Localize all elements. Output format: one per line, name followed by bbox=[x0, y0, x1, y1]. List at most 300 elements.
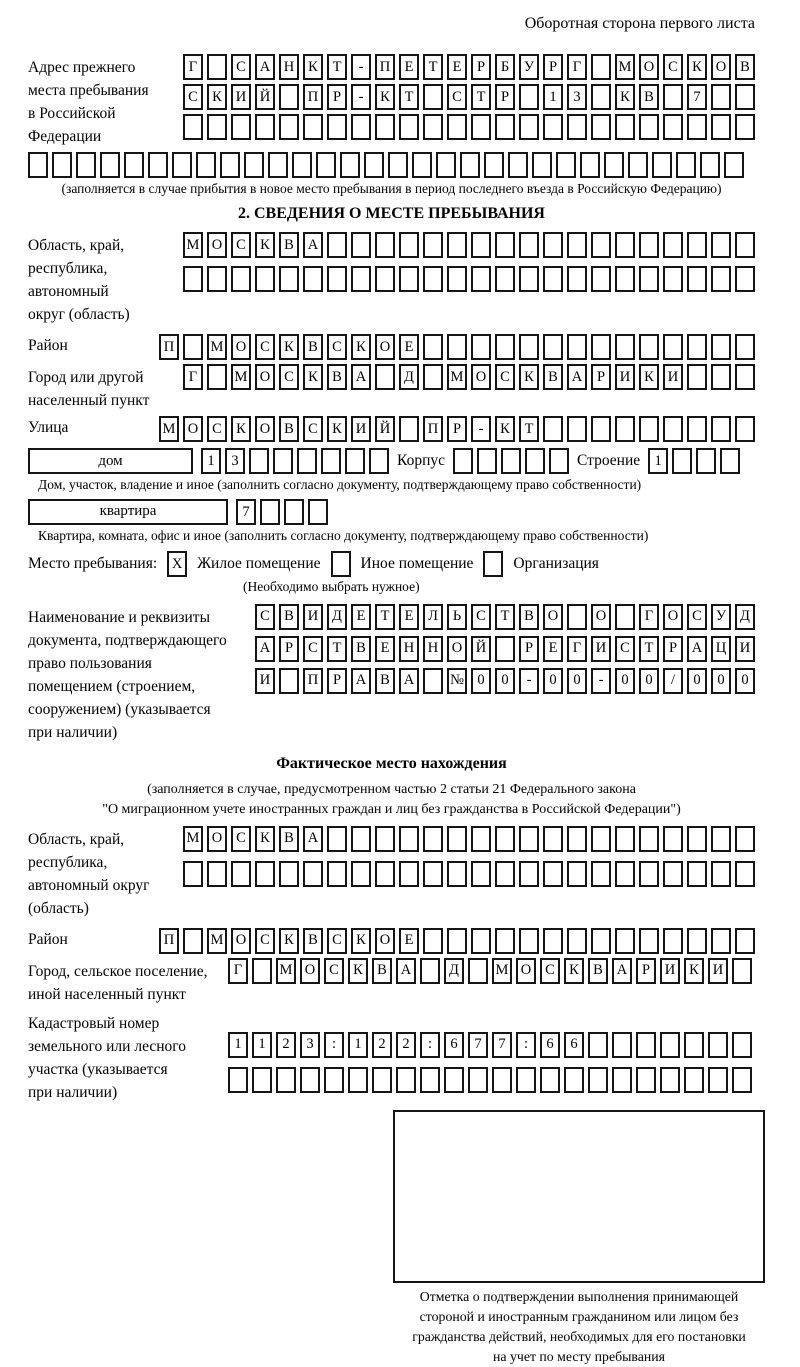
char-cell[interactable] bbox=[663, 114, 683, 140]
char-cell[interactable] bbox=[255, 266, 275, 292]
char-cell[interactable] bbox=[351, 861, 371, 887]
char-cell[interactable] bbox=[172, 152, 192, 178]
char-cell[interactable] bbox=[735, 232, 755, 258]
char-cell[interactable] bbox=[348, 1067, 368, 1093]
char-cell[interactable]: Д bbox=[735, 604, 755, 630]
char-cell[interactable] bbox=[420, 1067, 440, 1093]
char-cell[interactable] bbox=[591, 861, 611, 887]
char-cell[interactable] bbox=[447, 266, 467, 292]
char-cell[interactable]: О bbox=[255, 364, 275, 390]
char-cell[interactable]: - bbox=[471, 416, 491, 442]
char-cell[interactable] bbox=[471, 266, 491, 292]
char-cell[interactable] bbox=[340, 152, 360, 178]
char-cell[interactable] bbox=[279, 668, 299, 694]
char-cell[interactable] bbox=[708, 1032, 728, 1058]
char-cell[interactable]: Е bbox=[543, 636, 563, 662]
char-cell[interactable]: К bbox=[687, 54, 707, 80]
char-cell[interactable]: : bbox=[516, 1032, 536, 1058]
char-cell[interactable] bbox=[591, 54, 611, 80]
char-cell[interactable] bbox=[255, 114, 275, 140]
char-cell[interactable] bbox=[711, 861, 731, 887]
char-cell[interactable]: - bbox=[591, 668, 611, 694]
char-cell[interactable] bbox=[183, 334, 203, 360]
char-cell[interactable] bbox=[447, 861, 467, 887]
char-cell[interactable]: С bbox=[471, 604, 491, 630]
char-cell[interactable] bbox=[436, 152, 456, 178]
char-cell[interactable] bbox=[399, 826, 419, 852]
char-cell[interactable] bbox=[615, 861, 635, 887]
char-cell[interactable] bbox=[735, 334, 755, 360]
char-cell[interactable] bbox=[663, 84, 683, 110]
char-cell[interactable] bbox=[732, 1067, 752, 1093]
char-cell[interactable] bbox=[663, 826, 683, 852]
char-cell[interactable]: Г bbox=[639, 604, 659, 630]
char-cell[interactable] bbox=[231, 266, 251, 292]
char-cell[interactable]: О bbox=[516, 958, 536, 984]
char-cell[interactable]: К bbox=[348, 958, 368, 984]
char-cell[interactable]: С bbox=[303, 416, 323, 442]
char-cell[interactable]: С bbox=[447, 84, 467, 110]
char-cell[interactable] bbox=[615, 266, 635, 292]
char-cell[interactable] bbox=[375, 232, 395, 258]
char-cell[interactable] bbox=[567, 861, 587, 887]
char-cell[interactable] bbox=[663, 416, 683, 442]
char-cell[interactable] bbox=[351, 266, 371, 292]
char-cell[interactable]: Д bbox=[444, 958, 464, 984]
char-cell[interactable]: А bbox=[255, 636, 275, 662]
char-cell[interactable] bbox=[591, 84, 611, 110]
char-cell[interactable]: О bbox=[183, 416, 203, 442]
char-cell[interactable]: Г bbox=[567, 636, 587, 662]
char-cell[interactable]: Р bbox=[636, 958, 656, 984]
char-cell[interactable] bbox=[468, 1067, 488, 1093]
char-cell[interactable] bbox=[220, 152, 240, 178]
char-cell[interactable] bbox=[711, 232, 731, 258]
char-cell[interactable] bbox=[735, 416, 755, 442]
char-cell[interactable] bbox=[495, 266, 515, 292]
char-cell[interactable] bbox=[687, 861, 707, 887]
char-cell[interactable]: В bbox=[279, 604, 299, 630]
char-cell[interactable]: 7 bbox=[468, 1032, 488, 1058]
char-cell[interactable] bbox=[711, 364, 731, 390]
char-cell[interactable]: О bbox=[639, 54, 659, 80]
char-cell[interactable]: 6 bbox=[540, 1032, 560, 1058]
char-cell[interactable]: М bbox=[207, 928, 227, 954]
char-cell[interactable] bbox=[615, 334, 635, 360]
char-cell[interactable] bbox=[495, 636, 515, 662]
char-cell[interactable]: У bbox=[519, 54, 539, 80]
char-cell[interactable] bbox=[720, 448, 740, 474]
char-cell[interactable]: Н bbox=[279, 54, 299, 80]
char-cell[interactable]: Е bbox=[399, 928, 419, 954]
char-cell[interactable]: С bbox=[615, 636, 635, 662]
char-cell[interactable] bbox=[687, 826, 707, 852]
char-cell[interactable] bbox=[412, 152, 432, 178]
char-cell[interactable] bbox=[663, 266, 683, 292]
char-cell[interactable] bbox=[471, 861, 491, 887]
char-cell[interactable]: 0 bbox=[471, 668, 491, 694]
char-cell[interactable]: К bbox=[375, 84, 395, 110]
char-cell[interactable] bbox=[663, 334, 683, 360]
char-cell[interactable] bbox=[549, 448, 569, 474]
char-cell[interactable] bbox=[687, 114, 707, 140]
char-cell[interactable]: Р bbox=[279, 636, 299, 662]
char-cell[interactable] bbox=[303, 114, 323, 140]
char-cell[interactable] bbox=[735, 861, 755, 887]
char-cell[interactable] bbox=[268, 152, 288, 178]
char-cell[interactable] bbox=[468, 958, 488, 984]
char-cell[interactable]: К bbox=[684, 958, 704, 984]
char-cell[interactable] bbox=[543, 266, 563, 292]
char-cell[interactable]: В bbox=[279, 826, 299, 852]
char-cell[interactable] bbox=[228, 1067, 248, 1093]
char-cell[interactable] bbox=[231, 114, 251, 140]
char-cell[interactable] bbox=[471, 928, 491, 954]
char-cell[interactable] bbox=[636, 1032, 656, 1058]
char-cell[interactable] bbox=[516, 1067, 536, 1093]
char-cell[interactable]: А bbox=[351, 364, 371, 390]
char-cell[interactable] bbox=[495, 861, 515, 887]
char-cell[interactable] bbox=[519, 266, 539, 292]
char-cell[interactable] bbox=[615, 826, 635, 852]
char-cell[interactable] bbox=[711, 416, 731, 442]
char-cell[interactable] bbox=[183, 114, 203, 140]
char-cell[interactable] bbox=[252, 958, 272, 984]
char-cell[interactable]: Й bbox=[375, 416, 395, 442]
char-cell[interactable]: Е bbox=[375, 636, 395, 662]
char-cell[interactable] bbox=[519, 826, 539, 852]
char-cell[interactable]: М bbox=[231, 364, 251, 390]
char-cell[interactable] bbox=[615, 416, 635, 442]
char-cell[interactable]: 3 bbox=[300, 1032, 320, 1058]
char-cell[interactable]: А bbox=[303, 232, 323, 258]
char-cell[interactable] bbox=[303, 266, 323, 292]
char-cell[interactable]: М bbox=[492, 958, 512, 984]
char-cell[interactable]: 6 bbox=[444, 1032, 464, 1058]
char-cell[interactable]: В bbox=[639, 84, 659, 110]
char-cell[interactable]: А bbox=[612, 958, 632, 984]
char-cell[interactable]: Г bbox=[183, 364, 203, 390]
char-cell[interactable] bbox=[471, 232, 491, 258]
char-cell[interactable] bbox=[399, 114, 419, 140]
char-cell[interactable] bbox=[423, 928, 443, 954]
char-cell[interactable] bbox=[423, 861, 443, 887]
char-cell[interactable] bbox=[284, 499, 304, 525]
char-cell[interactable]: Д bbox=[399, 364, 419, 390]
char-cell[interactable]: 7 bbox=[492, 1032, 512, 1058]
char-cell[interactable]: Т bbox=[423, 54, 443, 80]
char-cell[interactable]: Ц bbox=[711, 636, 731, 662]
char-cell[interactable]: С bbox=[279, 364, 299, 390]
char-cell[interactable] bbox=[519, 861, 539, 887]
char-cell[interactable] bbox=[684, 1032, 704, 1058]
char-cell[interactable] bbox=[375, 826, 395, 852]
char-cell[interactable]: С bbox=[207, 416, 227, 442]
char-cell[interactable]: О bbox=[543, 604, 563, 630]
char-cell[interactable] bbox=[399, 416, 419, 442]
char-cell[interactable] bbox=[639, 114, 659, 140]
char-cell[interactable]: Т bbox=[375, 604, 395, 630]
char-cell[interactable]: Т bbox=[327, 636, 347, 662]
char-cell[interactable] bbox=[447, 334, 467, 360]
char-cell[interactable] bbox=[369, 448, 389, 474]
char-cell[interactable]: С bbox=[303, 636, 323, 662]
char-cell[interactable]: И bbox=[303, 604, 323, 630]
char-cell[interactable]: 0 bbox=[543, 668, 563, 694]
char-cell[interactable]: Е bbox=[447, 54, 467, 80]
char-cell[interactable]: О bbox=[231, 928, 251, 954]
char-cell[interactable] bbox=[652, 152, 672, 178]
char-cell[interactable]: В bbox=[543, 364, 563, 390]
char-cell[interactable]: С bbox=[495, 364, 515, 390]
char-cell[interactable] bbox=[639, 928, 659, 954]
char-cell[interactable] bbox=[735, 266, 755, 292]
char-cell[interactable]: С bbox=[327, 928, 347, 954]
char-cell[interactable] bbox=[300, 1067, 320, 1093]
char-cell[interactable] bbox=[567, 266, 587, 292]
char-cell[interactable]: Б bbox=[495, 54, 515, 80]
char-cell[interactable]: В bbox=[279, 416, 299, 442]
char-cell[interactable] bbox=[567, 416, 587, 442]
char-cell[interactable]: С bbox=[231, 54, 251, 80]
char-cell[interactable]: А bbox=[255, 54, 275, 80]
char-cell[interactable]: С bbox=[255, 928, 275, 954]
char-cell[interactable] bbox=[639, 861, 659, 887]
char-cell[interactable] bbox=[567, 826, 587, 852]
char-cell[interactable] bbox=[471, 826, 491, 852]
char-cell[interactable] bbox=[735, 364, 755, 390]
char-cell[interactable] bbox=[255, 861, 275, 887]
char-cell[interactable]: 3 bbox=[225, 448, 245, 474]
char-cell[interactable]: К bbox=[255, 232, 275, 258]
char-cell[interactable] bbox=[525, 448, 545, 474]
char-cell[interactable] bbox=[612, 1032, 632, 1058]
char-cell[interactable]: К bbox=[303, 364, 323, 390]
char-cell[interactable] bbox=[543, 232, 563, 258]
char-cell[interactable]: С bbox=[327, 334, 347, 360]
char-cell[interactable]: К bbox=[639, 364, 659, 390]
char-cell[interactable]: Е bbox=[399, 604, 419, 630]
char-cell[interactable]: О bbox=[231, 334, 251, 360]
char-cell[interactable]: Л bbox=[423, 604, 443, 630]
char-cell[interactable] bbox=[588, 1067, 608, 1093]
char-cell[interactable]: Г bbox=[567, 54, 587, 80]
char-cell[interactable] bbox=[292, 152, 312, 178]
char-cell[interactable] bbox=[591, 928, 611, 954]
char-cell[interactable] bbox=[519, 928, 539, 954]
char-cell[interactable] bbox=[519, 232, 539, 258]
char-cell[interactable]: В bbox=[375, 668, 395, 694]
char-cell[interactable]: Р bbox=[471, 54, 491, 80]
char-cell[interactable] bbox=[327, 232, 347, 258]
char-cell[interactable] bbox=[453, 448, 473, 474]
char-cell[interactable]: О bbox=[447, 636, 467, 662]
char-cell[interactable] bbox=[519, 114, 539, 140]
char-cell[interactable]: К bbox=[615, 84, 635, 110]
char-cell[interactable] bbox=[660, 1067, 680, 1093]
char-cell[interactable]: С bbox=[324, 958, 344, 984]
char-cell[interactable]: Р bbox=[591, 364, 611, 390]
char-cell[interactable]: В bbox=[327, 364, 347, 390]
char-cell[interactable] bbox=[423, 114, 443, 140]
char-cell[interactable] bbox=[364, 152, 384, 178]
char-cell[interactable] bbox=[279, 84, 299, 110]
char-cell[interactable] bbox=[519, 334, 539, 360]
char-cell[interactable] bbox=[724, 152, 744, 178]
char-cell[interactable]: С bbox=[255, 334, 275, 360]
char-cell[interactable]: Т bbox=[495, 604, 515, 630]
char-cell[interactable] bbox=[388, 152, 408, 178]
char-cell[interactable] bbox=[508, 152, 528, 178]
char-cell[interactable] bbox=[260, 499, 280, 525]
char-cell[interactable] bbox=[196, 152, 216, 178]
char-cell[interactable] bbox=[564, 1067, 584, 1093]
char-cell[interactable]: М bbox=[276, 958, 296, 984]
char-cell[interactable]: Т bbox=[639, 636, 659, 662]
char-cell[interactable] bbox=[279, 266, 299, 292]
char-cell[interactable] bbox=[460, 152, 480, 178]
char-cell[interactable]: Р bbox=[543, 54, 563, 80]
char-cell[interactable]: А bbox=[303, 826, 323, 852]
char-cell[interactable] bbox=[567, 114, 587, 140]
char-cell[interactable]: Й bbox=[471, 636, 491, 662]
char-cell[interactable] bbox=[615, 114, 635, 140]
char-cell[interactable] bbox=[591, 826, 611, 852]
char-cell[interactable]: М bbox=[183, 826, 203, 852]
char-cell[interactable]: П bbox=[303, 668, 323, 694]
char-cell[interactable] bbox=[351, 114, 371, 140]
char-cell[interactable] bbox=[249, 448, 269, 474]
char-cell[interactable] bbox=[495, 334, 515, 360]
char-cell[interactable] bbox=[495, 114, 515, 140]
char-cell[interactable]: Е bbox=[351, 604, 371, 630]
char-cell[interactable] bbox=[183, 928, 203, 954]
residence-checkbox-org[interactable] bbox=[483, 551, 503, 577]
char-cell[interactable] bbox=[567, 334, 587, 360]
char-cell[interactable]: / bbox=[663, 668, 683, 694]
char-cell[interactable] bbox=[447, 232, 467, 258]
char-cell[interactable]: 1 bbox=[201, 448, 221, 474]
char-cell[interactable] bbox=[639, 232, 659, 258]
char-cell[interactable] bbox=[660, 1032, 680, 1058]
char-cell[interactable]: О bbox=[711, 54, 731, 80]
char-cell[interactable]: М bbox=[447, 364, 467, 390]
char-cell[interactable]: Ь bbox=[447, 604, 467, 630]
char-cell[interactable]: А bbox=[399, 668, 419, 694]
char-cell[interactable] bbox=[591, 114, 611, 140]
char-cell[interactable] bbox=[591, 416, 611, 442]
char-cell[interactable]: Р bbox=[327, 84, 347, 110]
char-cell[interactable]: И bbox=[351, 416, 371, 442]
char-cell[interactable] bbox=[687, 266, 707, 292]
char-cell[interactable] bbox=[628, 152, 648, 178]
char-cell[interactable] bbox=[501, 448, 521, 474]
char-cell[interactable] bbox=[580, 152, 600, 178]
char-cell[interactable] bbox=[327, 114, 347, 140]
char-cell[interactable]: 3 bbox=[567, 84, 587, 110]
char-cell[interactable] bbox=[207, 861, 227, 887]
char-cell[interactable]: О bbox=[591, 604, 611, 630]
char-cell[interactable] bbox=[279, 114, 299, 140]
char-cell[interactable]: К bbox=[255, 826, 275, 852]
char-cell[interactable] bbox=[207, 114, 227, 140]
char-cell[interactable]: М bbox=[159, 416, 179, 442]
char-cell[interactable]: И bbox=[663, 364, 683, 390]
char-cell[interactable] bbox=[687, 232, 707, 258]
char-cell[interactable]: В bbox=[372, 958, 392, 984]
char-cell[interactable] bbox=[423, 364, 443, 390]
char-cell[interactable] bbox=[588, 1032, 608, 1058]
char-cell[interactable]: Р bbox=[663, 636, 683, 662]
char-cell[interactable]: С bbox=[231, 232, 251, 258]
char-cell[interactable]: А bbox=[687, 636, 707, 662]
char-cell[interactable]: 0 bbox=[711, 668, 731, 694]
char-cell[interactable] bbox=[612, 1067, 632, 1093]
char-cell[interactable]: К bbox=[351, 928, 371, 954]
char-cell[interactable]: К bbox=[327, 416, 347, 442]
char-cell[interactable]: М bbox=[207, 334, 227, 360]
char-cell[interactable] bbox=[591, 334, 611, 360]
char-cell[interactable]: 1 bbox=[228, 1032, 248, 1058]
char-cell[interactable] bbox=[327, 861, 347, 887]
char-cell[interactable] bbox=[308, 499, 328, 525]
char-cell[interactable]: 0 bbox=[687, 668, 707, 694]
char-cell[interactable]: Н bbox=[423, 636, 443, 662]
char-cell[interactable] bbox=[316, 152, 336, 178]
char-cell[interactable] bbox=[711, 826, 731, 852]
char-cell[interactable] bbox=[279, 861, 299, 887]
char-cell[interactable] bbox=[252, 1067, 272, 1093]
char-cell[interactable]: Р bbox=[519, 636, 539, 662]
char-cell[interactable]: В bbox=[735, 54, 755, 80]
char-cell[interactable] bbox=[351, 826, 371, 852]
char-cell[interactable]: Р bbox=[447, 416, 467, 442]
char-cell[interactable] bbox=[711, 114, 731, 140]
char-cell[interactable]: О bbox=[255, 416, 275, 442]
char-cell[interactable] bbox=[591, 232, 611, 258]
char-cell[interactable]: К bbox=[207, 84, 227, 110]
char-cell[interactable]: К bbox=[231, 416, 251, 442]
char-cell[interactable]: 6 bbox=[564, 1032, 584, 1058]
char-cell[interactable] bbox=[124, 152, 144, 178]
char-cell[interactable] bbox=[639, 416, 659, 442]
char-cell[interactable] bbox=[471, 114, 491, 140]
char-cell[interactable] bbox=[636, 1067, 656, 1093]
char-cell[interactable] bbox=[324, 1067, 344, 1093]
char-cell[interactable] bbox=[495, 826, 515, 852]
char-cell[interactable] bbox=[495, 928, 515, 954]
char-cell[interactable]: О bbox=[375, 334, 395, 360]
char-cell[interactable]: П bbox=[303, 84, 323, 110]
char-cell[interactable]: П bbox=[159, 928, 179, 954]
char-cell[interactable]: Т bbox=[471, 84, 491, 110]
char-cell[interactable]: С bbox=[663, 54, 683, 80]
char-cell[interactable] bbox=[423, 668, 443, 694]
char-cell[interactable] bbox=[375, 861, 395, 887]
char-cell[interactable]: К bbox=[519, 364, 539, 390]
char-cell[interactable] bbox=[567, 928, 587, 954]
char-cell[interactable] bbox=[471, 334, 491, 360]
char-cell[interactable] bbox=[711, 266, 731, 292]
char-cell[interactable] bbox=[477, 448, 497, 474]
char-cell[interactable] bbox=[375, 266, 395, 292]
char-cell[interactable]: О bbox=[300, 958, 320, 984]
char-cell[interactable]: И bbox=[231, 84, 251, 110]
char-cell[interactable] bbox=[532, 152, 552, 178]
char-cell[interactable]: В bbox=[519, 604, 539, 630]
char-cell[interactable]: А bbox=[567, 364, 587, 390]
char-cell[interactable]: В bbox=[303, 928, 323, 954]
